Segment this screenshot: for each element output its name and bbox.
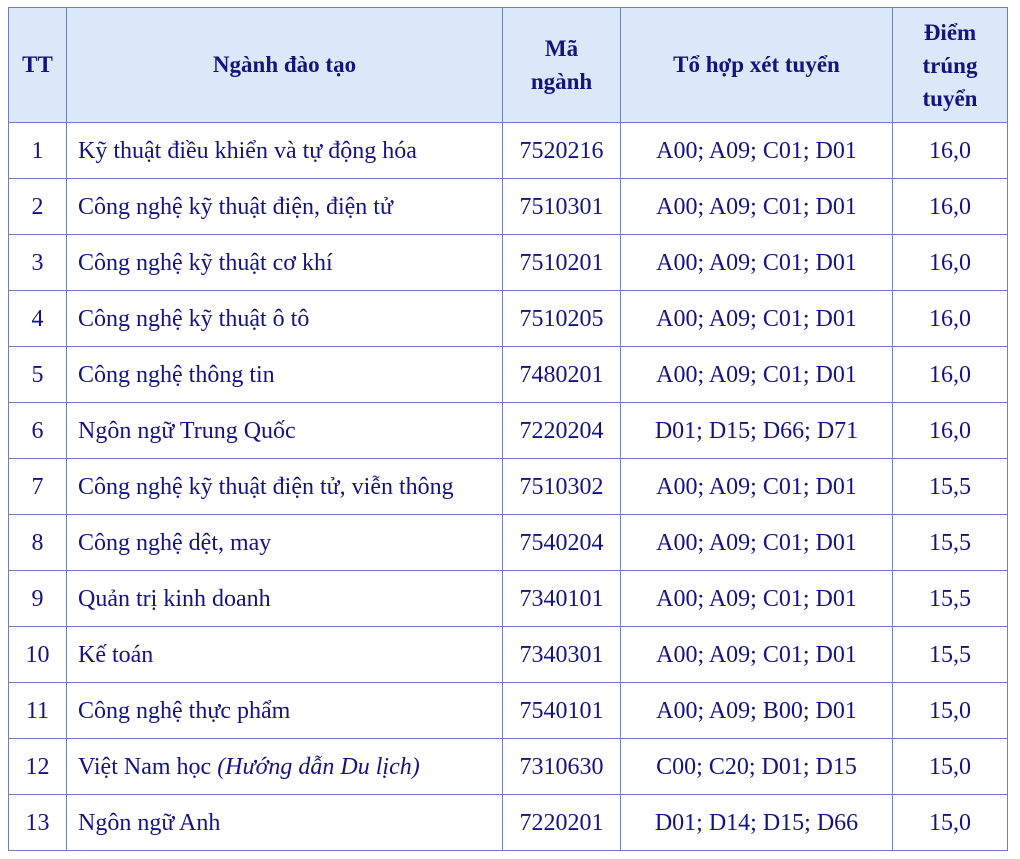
row-code: 7510201 <box>503 235 621 291</box>
row-major <box>67 683 503 739</box>
row-code: 7220201 <box>503 795 621 851</box>
row-combo: A00; A09; C01; D01 <box>621 627 893 683</box>
table-row <box>9 123 1008 179</box>
row-score: 15,0 <box>893 795 1008 851</box>
row-combo: A00; A09; B00; D01 <box>621 683 893 739</box>
row-major-label: Ngôn ngữ Trung Quốc <box>78 417 296 444</box>
row-major <box>67 291 503 347</box>
row-code: 7310630 <box>503 739 621 795</box>
header-code-line1: Mã <box>544 36 579 61</box>
row-major-note: (Hướng dẫn Du lịch) <box>217 753 420 780</box>
row-score: 16,0 <box>893 291 1008 347</box>
header-score-line3: tuyển <box>922 85 978 111</box>
row-code: 7220204 <box>503 403 621 459</box>
row-combo: D01; D14; D15; D66 <box>621 795 893 851</box>
row-score: 16,0 <box>893 235 1008 291</box>
row-combo: A00; A09; C01; D01 <box>621 459 893 515</box>
row-major <box>67 739 503 795</box>
header-score-line1: Điểm <box>923 19 977 45</box>
row-code: 7340101 <box>503 571 621 627</box>
row-major-label: Kỹ thuật điều khiển và tự động hóa <box>78 137 417 164</box>
table-row <box>9 347 1008 403</box>
row-major-label: Việt Nam học <box>78 753 212 780</box>
row-score: 15,5 <box>893 515 1008 571</box>
row-score: 16,0 <box>893 179 1008 235</box>
row-tt: 12 <box>9 739 67 795</box>
row-tt: 10 <box>9 627 67 683</box>
row-major <box>67 347 503 403</box>
row-code: 7480201 <box>503 347 621 403</box>
row-score: 16,0 <box>893 347 1008 403</box>
row-code: 7340301 <box>503 627 621 683</box>
row-major <box>67 627 503 683</box>
row-tt: 3 <box>9 235 67 291</box>
table-row <box>9 627 1008 683</box>
row-combo: D01; D15; D66; D71 <box>621 403 893 459</box>
row-major <box>67 403 503 459</box>
row-score: 15,0 <box>893 739 1008 795</box>
row-score: 15,5 <box>893 627 1008 683</box>
header-combo: Tổ hợp xét tuyển <box>621 8 893 123</box>
row-major-label: Kế toán <box>78 641 154 668</box>
row-tt: 13 <box>9 795 67 851</box>
header-major: Ngành đào tạo <box>67 8 503 123</box>
table-row <box>9 179 1008 235</box>
row-combo: A00; A09; C01; D01 <box>621 571 893 627</box>
row-major-label: Công nghệ dệt, may <box>78 529 272 556</box>
row-tt: 9 <box>9 571 67 627</box>
row-tt: 8 <box>9 515 67 571</box>
admission-table-container <box>8 7 1008 851</box>
row-major <box>67 123 503 179</box>
row-score: 15,5 <box>893 571 1008 627</box>
row-combo: C00; C20; D01; D15 <box>621 739 893 795</box>
row-major-label: Ngôn ngữ Anh <box>78 809 221 836</box>
table-row <box>9 571 1008 627</box>
header-tt: TT <box>9 8 67 123</box>
row-tt: 7 <box>9 459 67 515</box>
row-combo: A00; A09; C01; D01 <box>621 179 893 235</box>
row-major-label: Công nghệ thực phẩm <box>78 697 291 724</box>
table-row <box>9 515 1008 571</box>
row-major <box>67 795 503 851</box>
row-score: 15,5 <box>893 459 1008 515</box>
header-code <box>503 8 621 123</box>
row-major-label: Công nghệ kỹ thuật cơ khí <box>78 249 333 276</box>
row-combo: A00; A09; C01; D01 <box>621 235 893 291</box>
row-score: 15,0 <box>893 683 1008 739</box>
row-tt: 11 <box>9 683 67 739</box>
header-score <box>893 8 1008 123</box>
admission-scores-table <box>8 7 1008 851</box>
row-combo: A00; A09; C01; D01 <box>621 347 893 403</box>
row-code: 7540204 <box>503 515 621 571</box>
row-code: 7520216 <box>503 123 621 179</box>
table-row <box>9 459 1008 515</box>
row-major-label: Quản trị kinh doanh <box>78 585 271 612</box>
row-major-label: Công nghệ kỹ thuật ô tô <box>78 305 310 332</box>
row-major <box>67 235 503 291</box>
row-code: 7540101 <box>503 683 621 739</box>
row-score: 16,0 <box>893 403 1008 459</box>
row-tt: 4 <box>9 291 67 347</box>
row-tt: 5 <box>9 347 67 403</box>
row-major-label: Công nghệ kỹ thuật điện tử, viễn thông <box>78 473 454 500</box>
row-major <box>67 179 503 235</box>
row-tt: 2 <box>9 179 67 235</box>
row-score: 16,0 <box>893 123 1008 179</box>
row-tt: 1 <box>9 123 67 179</box>
row-combo: A00; A09; C01; D01 <box>621 291 893 347</box>
row-major-label: Công nghệ kỹ thuật điện, điện tử <box>78 193 393 220</box>
table-row <box>9 403 1008 459</box>
table-row <box>9 795 1008 851</box>
row-major-label: Công nghệ thông tin <box>78 361 275 388</box>
row-code: 7510301 <box>503 179 621 235</box>
table-row <box>9 291 1008 347</box>
table-body <box>9 123 1008 851</box>
row-major <box>67 459 503 515</box>
table-row <box>9 683 1008 739</box>
table-row <box>9 235 1008 291</box>
header-code-line2: ngành <box>530 69 593 94</box>
row-code: 7510302 <box>503 459 621 515</box>
table-header-row <box>9 8 1008 123</box>
header-score-line2: trúng <box>922 52 978 78</box>
row-tt: 6 <box>9 403 67 459</box>
row-major <box>67 571 503 627</box>
row-combo: A00; A09; C01; D01 <box>621 123 893 179</box>
table-row <box>9 739 1008 795</box>
row-major <box>67 515 503 571</box>
row-combo: A00; A09; C01; D01 <box>621 515 893 571</box>
row-code: 7510205 <box>503 291 621 347</box>
